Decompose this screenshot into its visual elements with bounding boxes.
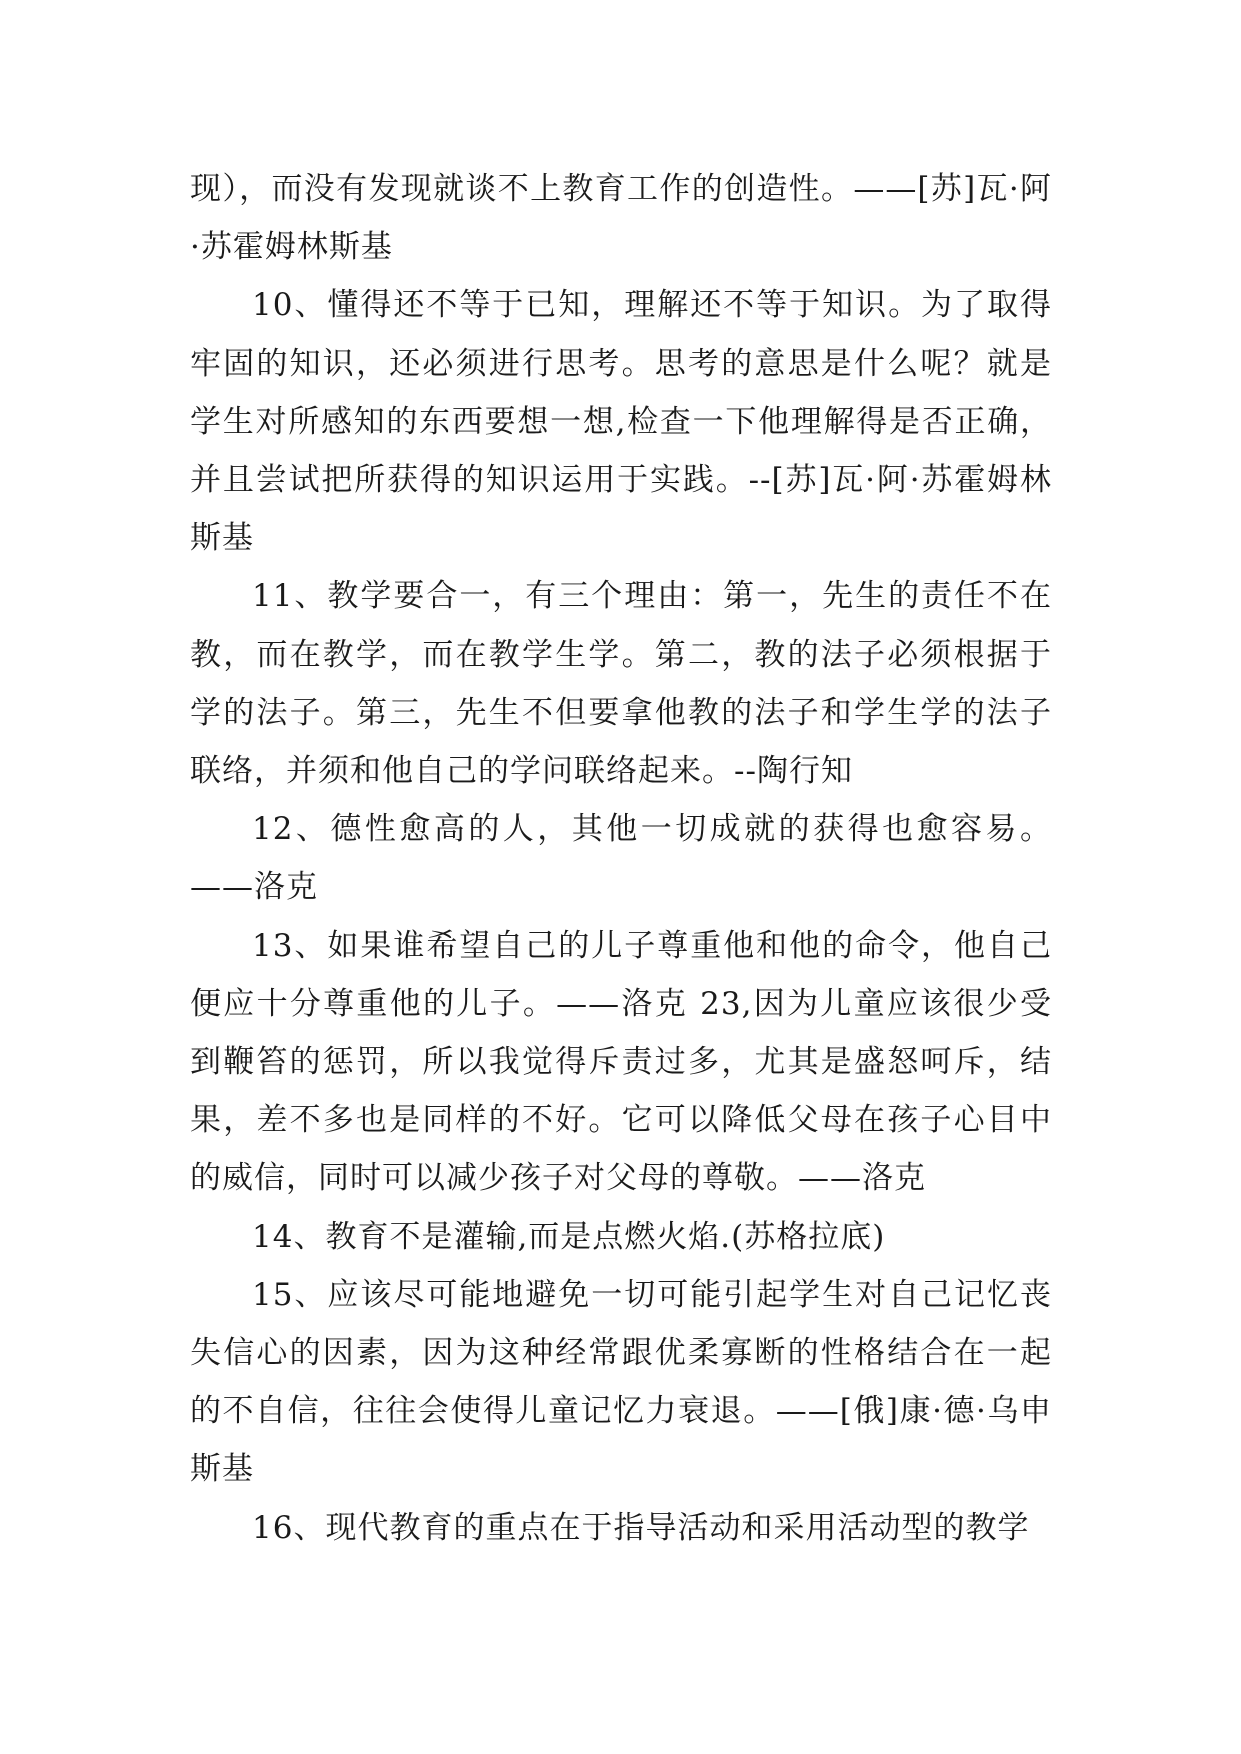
document-body <box>190 160 1052 1557</box>
paragraph-continuation: 现），而没有发现就谈不上教育工作的创造性。——[苏]瓦·阿·苏霍姆林斯基 <box>190 171 1052 266</box>
paragraph-12: 12、德性愈高的人，其他一切成就的获得也愈容易。——洛克 <box>190 811 1052 906</box>
paragraph-11: 11、教学要合一，有三个理由：第一，先生的责任不在教，而在教学，而在教学生学。第二，教的法子必须根据于学的法子。第三，先生不但要拿他教的法子和学生学的法子联络，并须和他自己的学问联络起来。--陶行知 <box>190 578 1052 790</box>
paragraph-14: 14、教育不是灌输,而是点燃火焰.(苏格拉底) <box>252 1218 886 1255</box>
paragraph-16: 16、现代教育的重点在于指导活动和采用活动型的教学 <box>252 1509 1030 1546</box>
paragraph-15: 15、应该尽可能地避免一切可能引起学生对自己记忆丧失信心的因素，因为这种经常跟优柔寡断的性格结合在一起的不自信，往往会使得儿童记忆力衰退。——[俄]康·德·乌申斯基 <box>190 1276 1052 1488</box>
paragraph-13: 13、如果谁希望自己的儿子尊重他和他的命令，他自己便应十分尊重他的儿子。——洛克 23,因为儿童应该很少受到鞭笞的惩罚，所以我觉得斥责过多，尤其是盛怒呵斥，结果，差不多也是同样的不好。它可以降低父母在孩子心目中的威信，同时可以减少孩子对父母的尊敬。——洛克 <box>190 927 1052 1197</box>
paragraph-10: 10、懂得还不等于已知，理解还不等于知识。为了取得牢固的知识，还必须进行思考。思考的意思是什么呢？就是学生对所感知的东西要想一想,检查一下他理解得是否正确，并且尝试把所获得的知识运用于实践。--[苏]瓦·阿·苏霍姆林斯基 <box>190 287 1052 557</box>
